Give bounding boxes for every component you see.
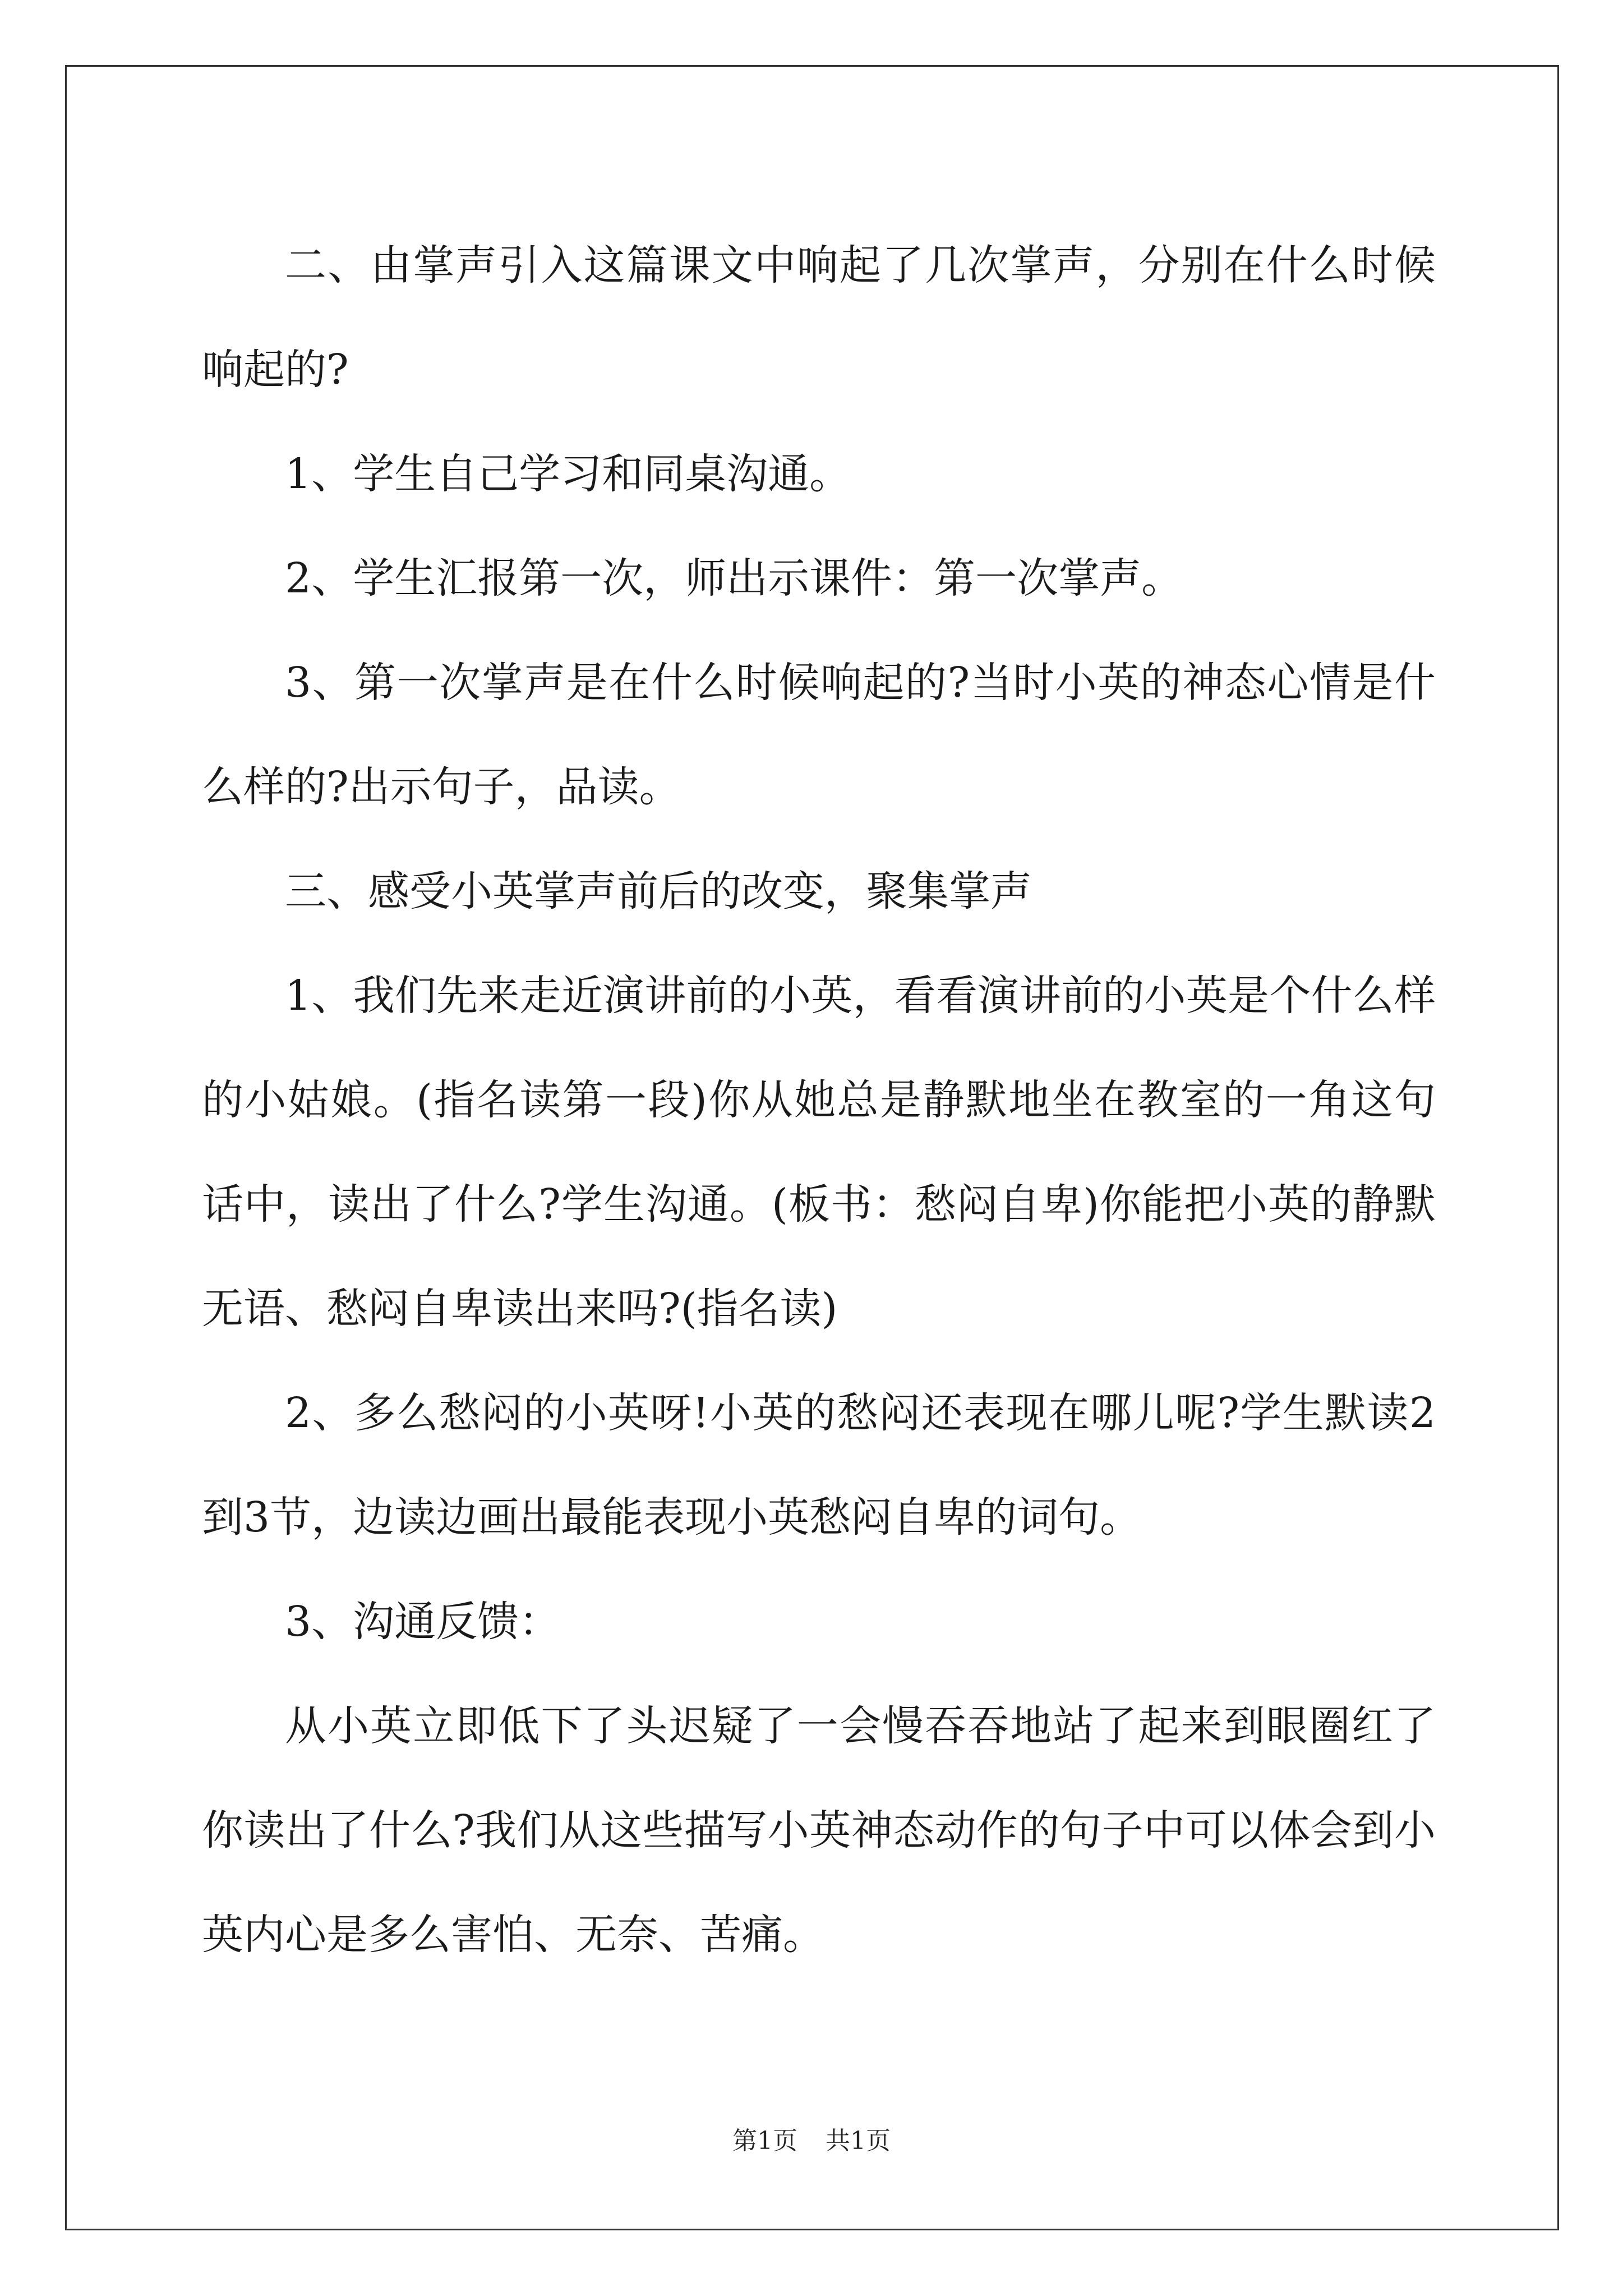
paragraph-item-1: 1、学生自己学习和同桌沟通。: [285, 450, 851, 498]
paragraph-section-two: 二、由掌声引入这篇课文中响起了几次掌声，分别在什么时候响起的?: [202, 241, 1436, 394]
paragraph-feedback: 从小英立即低下了头迟疑了一会慢吞吞地站了起来到眼圈红了你读出了什么?我们从这些描写小英神态动作的句子中可以体会到小英内心是多么害怕、无奈、苦痛。: [202, 1702, 1436, 1959]
paragraph-item-3b: 3、沟通反馈：: [285, 1598, 561, 1646]
paragraph-item-2: 2、学生汇报第一次，师出示课件：第一次掌声。: [285, 554, 1183, 602]
document-body: [202, 213, 1436, 1987]
paragraph-item-1b: 1、我们先来走近演讲前的小英，看看演讲前的小英是个什么样的小姑娘。(指名读第一段)你从她总是静默地坐在教室的一角这句话中，读出了什么?学生沟通。(板书：愁闷自卑)你能把小英的静默无语、愁闷自卑读出来吗?(指名读): [202, 972, 1436, 1333]
page-number: 第1页: [732, 2127, 797, 2155]
page-total: 共1页: [826, 2127, 891, 2155]
paragraph-item-3: 3、第一次掌声是在什么时候响起的?当时小英的神态心情是什么样的?出示句子，品读。: [202, 659, 1436, 811]
paragraph-section-three: 三、感受小英掌声前后的改变，聚集掌声: [285, 867, 1032, 915]
paragraph-item-2b: 2、多么愁闷的小英呀!小英的愁闷还表现在哪儿呢?学生默读2到3节，边读边画出最能表现小英愁闷自卑的词句。: [202, 1389, 1436, 1542]
page-footer: [0, 2120, 1623, 2156]
